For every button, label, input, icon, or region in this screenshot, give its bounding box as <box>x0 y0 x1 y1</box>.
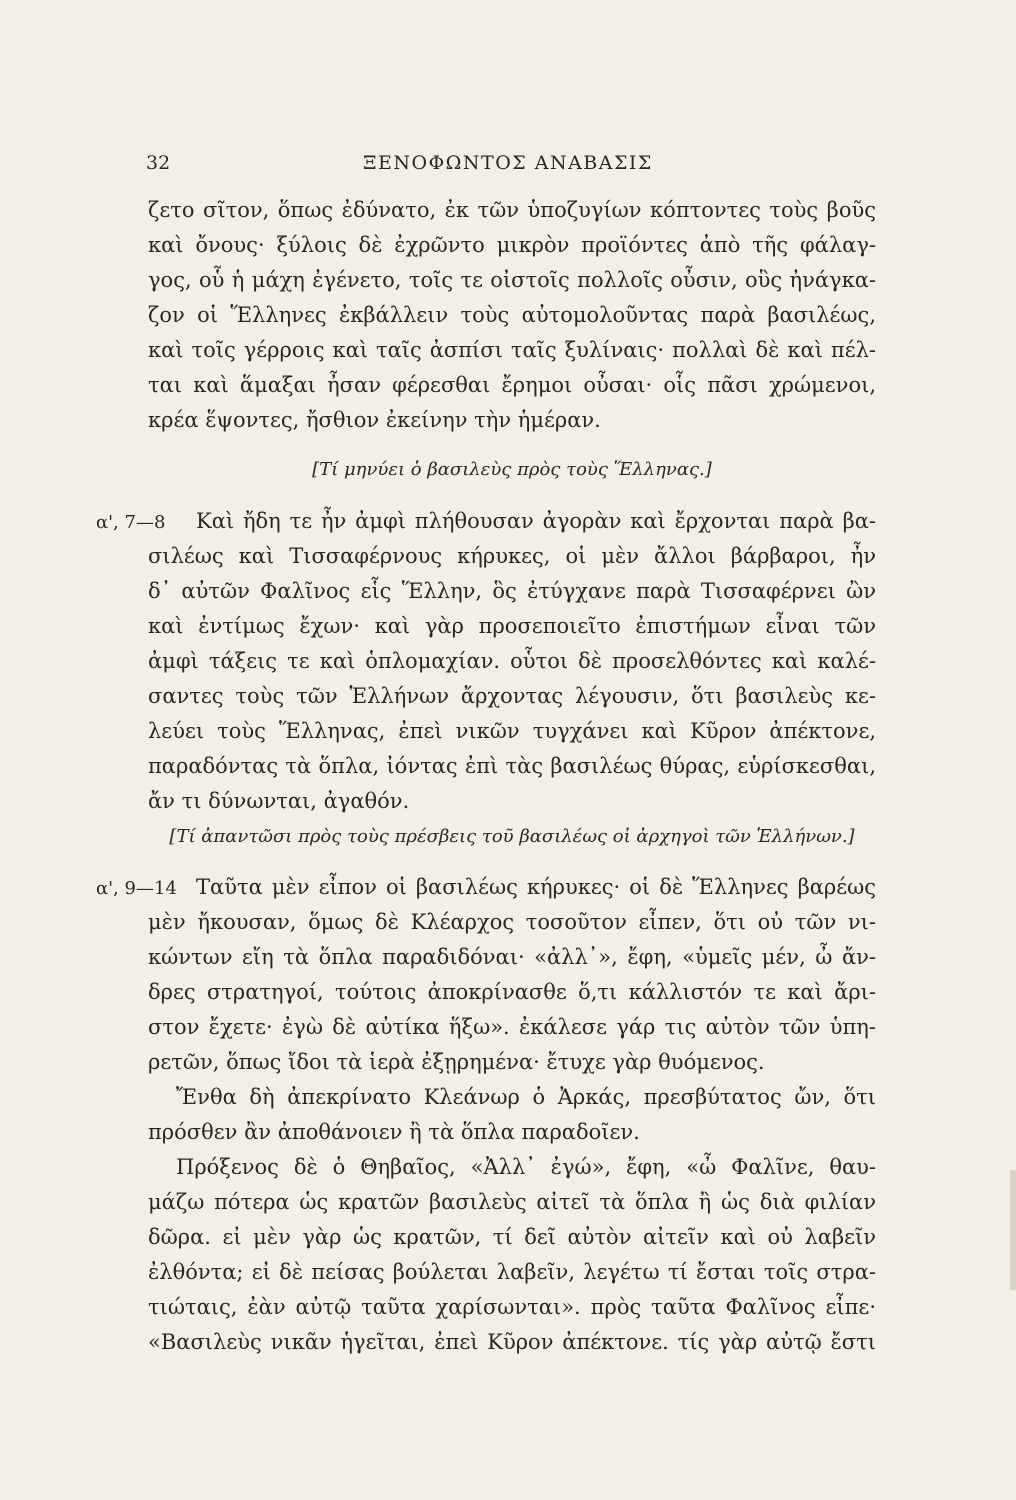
page-edge-mark <box>1010 1170 1016 1290</box>
text-line: τιώταις, ἐὰν αὐτῷ ταῦτα χαρίσωνται». πρὸς ταῦτα Φαλῖνος εἶπε· <box>148 1295 876 1319</box>
text-line: ται καὶ ἅμαξαι ἦσαν φέρεσθαι ἔρημοι οὖσαι· οἷς πᾶσι χρώμενοι, <box>148 373 876 397</box>
text-line: «Βασιλεὺς νικᾶν ἡγεῖται, ἐπεὶ Κῦρον ἀπέκτονε. τίς γὰρ αὐτῷ ἔστι <box>148 1330 876 1354</box>
text-line: ἀμφὶ τάξεις τε καὶ ὁπλομαχίαν. οὗτοι δὲ προσελθόντες καὶ καλέ- <box>148 649 876 673</box>
paragraph-5 <box>148 1150 876 1360</box>
text-line: ζον οἱ Ἕλληνες ἐκβάλλειν τοὺς αὐτομολοῦντας παρὰ βασιλέως, <box>148 303 876 327</box>
page-header <box>0 152 1016 182</box>
text-line: καὶ ὄνους· ξύλοις δὲ ἐχρῶντο μικρὸν προϊόντες ἀπὸ τῆς φάλαγ- <box>148 233 876 257</box>
text-line: κρέα ἕψοντες, ἤσθιον ἐκείνην τὴν ἡμέραν. <box>148 408 601 432</box>
section-heading: [Τί μηνύει ὁ βασιλεὺς πρὸς τοὺς Ἕλληνας.] <box>312 459 712 480</box>
text-line: Καὶ ἤδη τε ἦν ἀμφὶ πλήθουσαν ἀγορὰν καὶ ἔρχονται παρὰ βα- <box>196 509 876 533</box>
page-number: 32 <box>146 152 171 174</box>
text-line: κώντων εἴη τὰ ὅπλα παραδιδόναι· «ἀλλ᾽», ἔφη, «ὑμεῖς μέν, ὦ ἄν- <box>148 945 876 969</box>
text-line: δ᾽ αὐτῶν Φαλῖνος εἷς Ἕλλην, ὃς ἐτύγχανε παρὰ Τισσαφέρνει ὢν <box>148 579 876 603</box>
text-line: Πρόξενος δὲ ὁ Θηβαῖος, «Ἀλλ᾽ ἐγώ», ἔφη, «ὦ Φαλῖνε, θαυ- <box>176 1155 876 1179</box>
text-line: στον ἔχετε· ἐγὼ δὲ αὐτίκα ἥξω». ἐκάλεσε γάρ τις αὐτὸν τῶν ὑπη- <box>148 1015 876 1039</box>
text-line: σιλέως καὶ Τισσαφέρνους κήρυκες, οἱ μὲν ἄλλοι βάρβαροι, ἦν <box>148 544 876 568</box>
text-line: γος, οὗ ἡ μάχη ἐγένετο, τοῖς τε οἰστοῖς πολλοῖς οὖσιν, οὓς ἠνάγκα- <box>148 268 876 292</box>
paragraph-3 <box>148 870 876 1080</box>
text-line: μὲν ἤκουσαν, ὅμως δὲ Κλέαρχος τοσοῦτον εἶπεν, ὅτι οὐ τῶν νι- <box>148 910 876 934</box>
running-title: ΞΕΝΟΦΩΝΤΟΣ ΑΝΑΒΑΣΙΣ <box>363 152 653 174</box>
text-line: σαντες τοὺς τῶν Ἑλλήνων ἄρχοντας λέγουσιν, ὅτι βασιλεὺς κε- <box>148 684 876 708</box>
paragraph-4 <box>148 1080 876 1150</box>
text-line: ἐλθόντα; εἰ δὲ πείσας βούλεται λαβεῖν, λεγέτω τί ἔσται τοῖς στρα- <box>148 1260 876 1284</box>
text-line: ζετο σῖτον, ὅπως ἐδύνατο, ἐκ τῶν ὑποζυγίων κόπτοντες τοὺς βοῦς <box>148 198 876 222</box>
margin-reference: α', 9—14 <box>96 878 177 899</box>
text-line: δῶρα. εἰ μὲν γὰρ ὡς κρατῶν, τί δεῖ αὐτὸν αἰτεῖν καὶ οὐ λαβεῖν <box>148 1225 876 1249</box>
text-line: δρες στρατηγοί, τούτοις ἀποκρίνασθε ὅ,τι κάλλιστόν τε καὶ ἄρι- <box>148 980 876 1004</box>
text-line: λεύει τοὺς Ἕλληνας, ἐπεὶ νικῶν τυγχάνει καὶ Κῦρον ἀπέκτονε, <box>148 719 876 743</box>
text-line: μάζω πότερα ὡς κρατῶν βασιλεὺς αἰτεῖ τὰ ὅπλα ἢ ὡς διὰ φιλίαν <box>148 1190 876 1214</box>
paragraph-1 <box>148 193 876 438</box>
text-line: Ταῦτα μὲν εἶπον οἱ βασιλέως κήρυκες· οἱ δὲ Ἕλληνες βαρέως <box>196 875 876 899</box>
section-heading: [Τί ἀπαντῶσι πρὸς τοὺς πρέσβεις τοῦ βασιλέως οἱ ἀρχηγοὶ τῶν Ἑλλήνων.] <box>169 826 855 847</box>
text-line: καὶ τοῖς γέρροις καὶ ταῖς ἀσπίσι ταῖς ξυλίναις· πολλαὶ δὲ καὶ πέλ- <box>148 338 876 362</box>
paragraph-2 <box>148 504 876 819</box>
text-line: ἄν τι δύνωνται, ἀγαθόν. <box>148 789 410 813</box>
text-line: πρόσθεν ἂν ἀποθάνοιεν ἢ τὰ ὅπλα παραδοῖεν. <box>148 1120 640 1144</box>
text-line: ρετῶν, ὅπως ἴδοι τὰ ἱερὰ ἐξῃρημένα· ἔτυχε γὰρ θυόμενος. <box>148 1050 765 1074</box>
margin-reference: α', 7—8 <box>96 512 166 533</box>
text-line: παραδόντας τὰ ὅπλα, ἰόντας ἐπὶ τὰς βασιλέως θύρας, εὑρίσκεσθαι, <box>148 754 876 778</box>
text-line: καὶ ἐντίμως ἔχων· καὶ γὰρ προσεποιεῖτο ἐπιστήμων εἶναι τῶν <box>148 614 876 638</box>
text-line: Ἔνθα δὴ ἀπεκρίνατο Κλεάνωρ ὁ Ἀρκάς, πρεσβύτατος ὤν, ὅτι <box>176 1085 876 1109</box>
